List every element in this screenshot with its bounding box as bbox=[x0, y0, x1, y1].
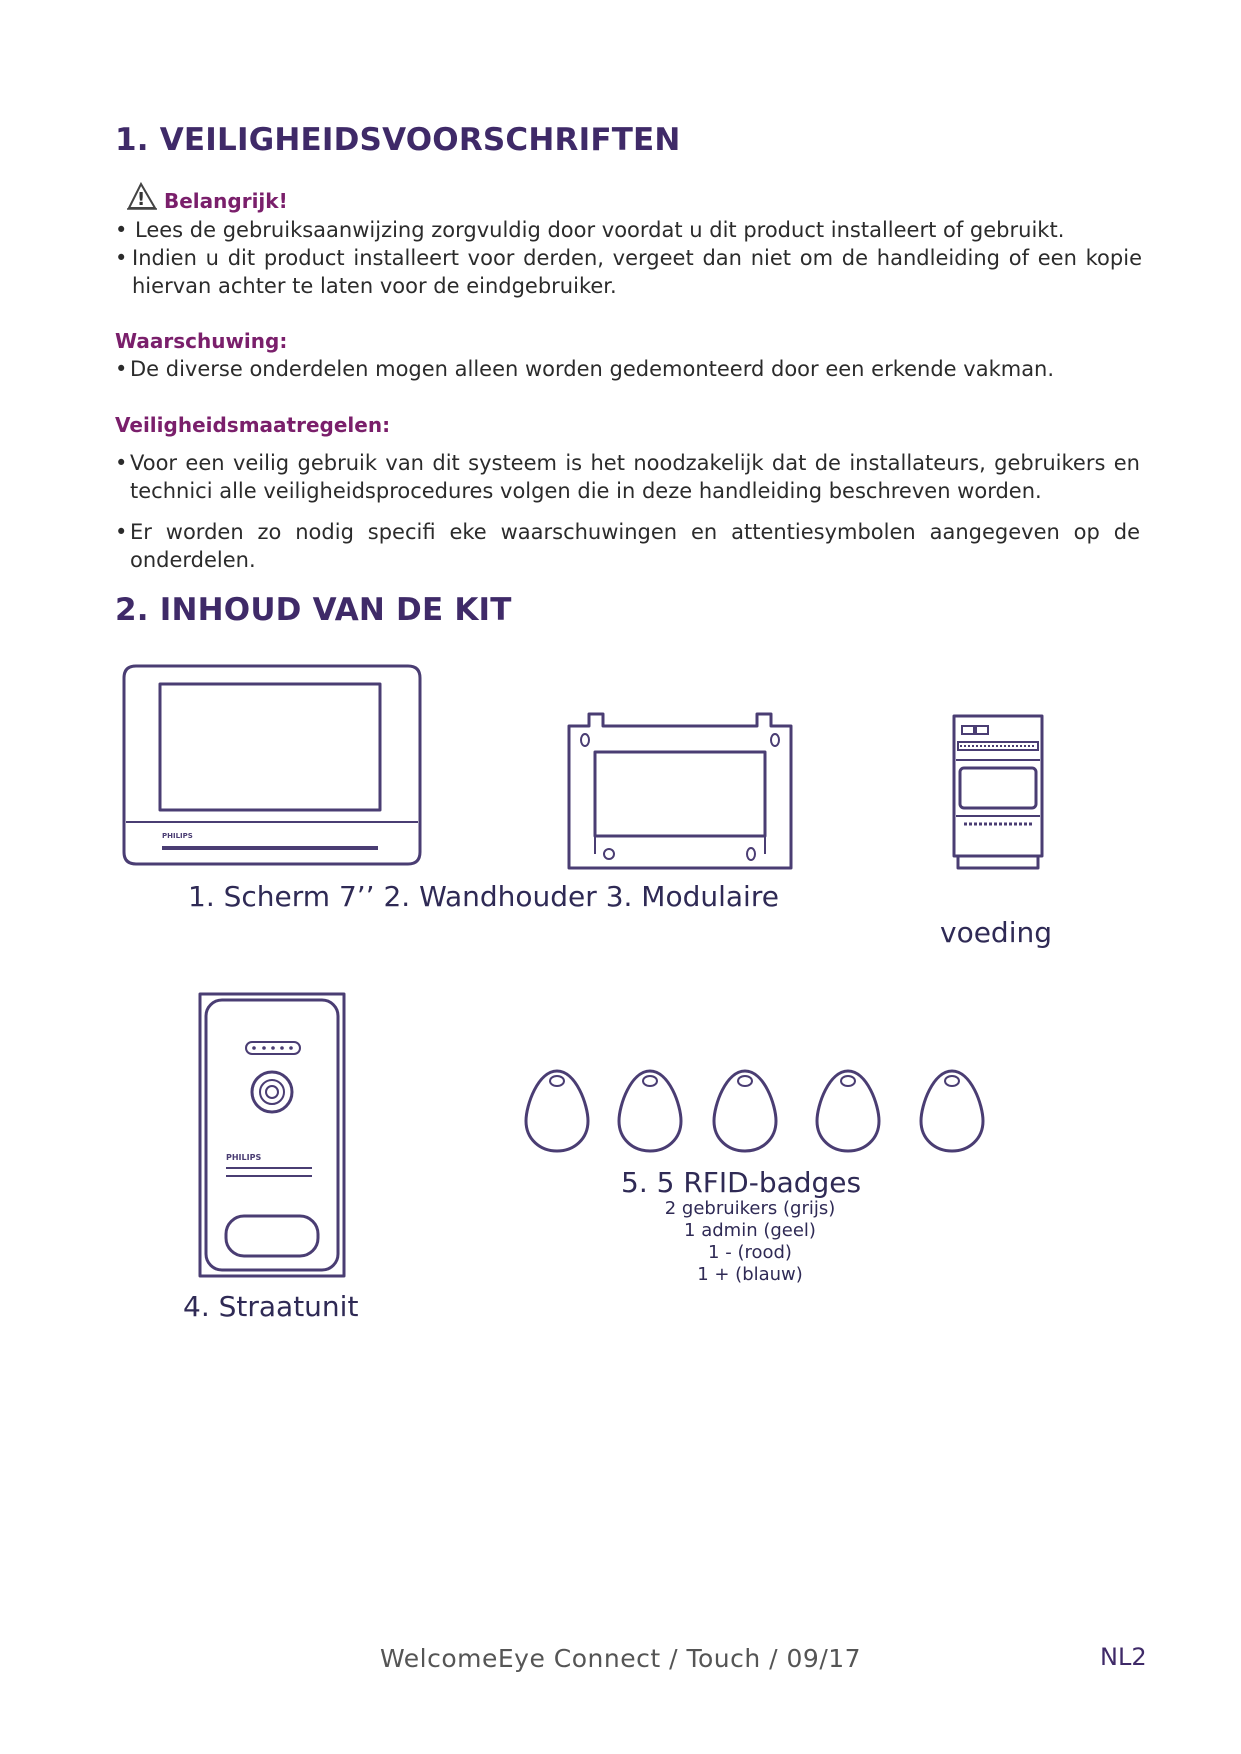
monitor-brand-logo: PHILIPS bbox=[162, 832, 193, 840]
badge-detail-1: 2 gebruikers (grijs) bbox=[664, 1198, 836, 1219]
section1-title: 1. VEILIGHEIDSVOORSCHRIFTEN bbox=[115, 122, 681, 158]
monitor-illustration bbox=[118, 662, 428, 872]
bullet: • bbox=[115, 246, 128, 270]
important-item-2 bbox=[115, 244, 1142, 300]
measures-item-2-text: Er worden zo nodig specifi eke waarschuwingen en attentiesymbolen aangegeven op de onderdelen. bbox=[130, 520, 1140, 572]
footer-product: WelcomeEye Connect / Touch / 09/17 bbox=[380, 1644, 862, 1673]
bullet: • bbox=[115, 218, 128, 242]
rfid-badge-icon bbox=[714, 1071, 776, 1151]
badge-detail-2: 1 admin (geel) bbox=[684, 1220, 816, 1241]
warning-label: Waarschuwing: bbox=[115, 329, 288, 353]
important-item-1-text: Lees de gebruiksaanwijzing zorgvuldig door voordat u dit product installeert of gebruikt. bbox=[135, 218, 1065, 242]
badge-details bbox=[600, 1198, 900, 1286]
warning-item-1 bbox=[115, 355, 1140, 383]
wall-bracket-illustration bbox=[565, 706, 795, 876]
rfid-badge-icon bbox=[526, 1071, 588, 1151]
caption-badges: 5. 5 RFID-badges bbox=[621, 1166, 862, 1199]
caption-street: 4. Straatunit bbox=[183, 1290, 359, 1323]
rfid-badge-icon bbox=[817, 1071, 879, 1151]
badge-detail-3: 1 - (rood) bbox=[708, 1242, 792, 1263]
street-unit-illustration bbox=[192, 990, 352, 1280]
section2-title: 2. INHOUD VAN DE KIT bbox=[115, 592, 512, 628]
caption-voeding: voeding bbox=[940, 916, 1052, 949]
street-brand-logo: PHILIPS bbox=[226, 1153, 262, 1162]
bullet: • bbox=[115, 357, 128, 381]
measures-item-1 bbox=[115, 449, 1140, 505]
warning-triangle-icon bbox=[125, 180, 159, 212]
badge-detail-4: 1 + (blauw) bbox=[697, 1264, 803, 1285]
rfid-badges-illustration bbox=[522, 1065, 992, 1155]
important-item-2-text: Indien u dit product installeert voor derden, vergeet dan niet om de handleiding of een kopie hiervan achter te laten voor de eindgebruiker. bbox=[132, 246, 1142, 298]
warning-item-1-text: De diverse onderdelen mogen alleen worden gedemonteerd door een erkende vakman. bbox=[130, 357, 1055, 381]
bullet: • bbox=[115, 520, 128, 544]
page-number: NL2 bbox=[1100, 1643, 1147, 1671]
svg-text:!: ! bbox=[137, 189, 146, 210]
rfid-badge-icon bbox=[921, 1071, 983, 1151]
measures-item-2 bbox=[115, 518, 1140, 574]
important-label: Belangrijk! bbox=[164, 189, 288, 213]
measures-item-1-text: Voor een veilig gebruik van dit systeem is het noodzakelijk dat de installateurs, gebruikers en technici alle veiligheidsprocedures volgen die in deze handleiding beschreven worden. bbox=[130, 451, 1140, 503]
power-supply-illustration bbox=[948, 712, 1048, 872]
caption-row1: 1. Scherm 7’’ 2. Wandhouder 3. Modulaire bbox=[188, 880, 779, 913]
important-item-1 bbox=[115, 216, 1145, 244]
bullet: • bbox=[115, 451, 128, 475]
rfid-badge-icon bbox=[619, 1071, 681, 1151]
measures-label: Veiligheidsmaatregelen: bbox=[115, 413, 391, 437]
